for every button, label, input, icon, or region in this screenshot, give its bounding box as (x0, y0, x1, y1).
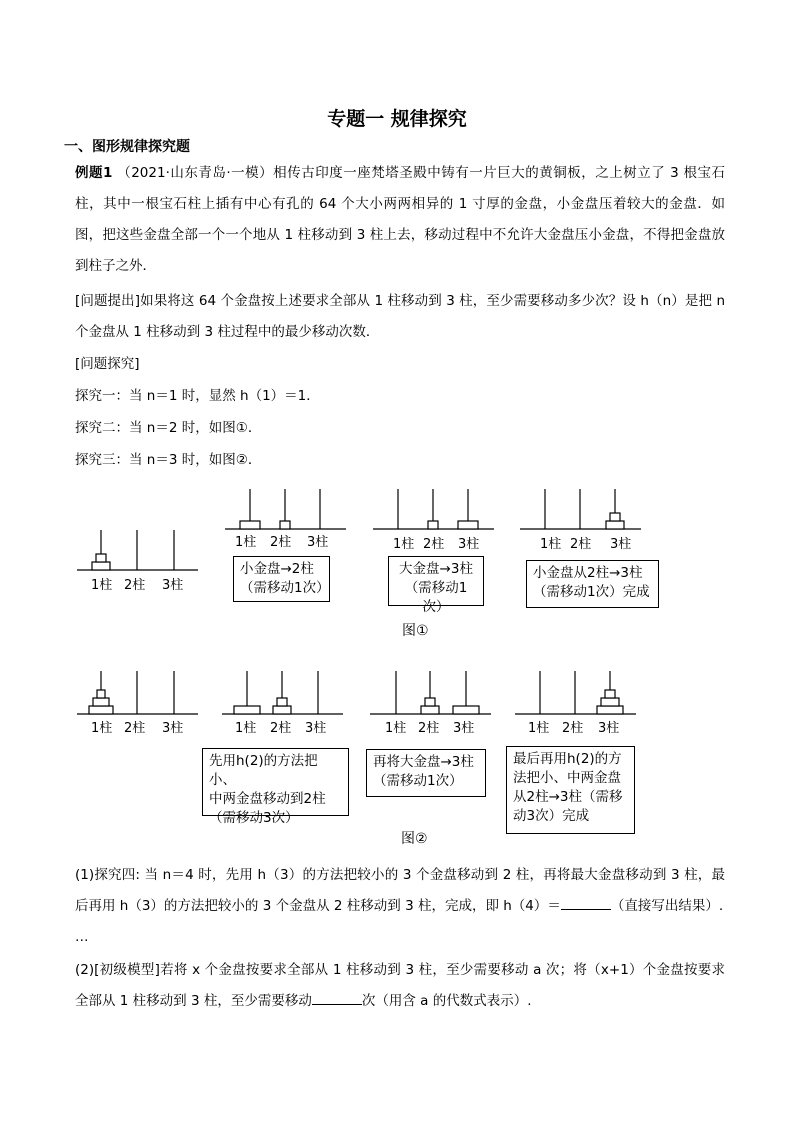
disk-large (453, 706, 479, 714)
pillar-label: 3柱 (598, 721, 620, 736)
pillar-label: 2柱 (124, 721, 146, 736)
explore-three: 探究三：当 n＝3 时，如图②． (75, 452, 262, 468)
question-2-tail: 次（用含 a 的代数式表示）. (361, 993, 532, 1009)
question-1-text: (1)探究四: 当 n＝4 时，先用 h（3）的方法把较小的 3 个金盘移动到 2 柱，再将最大金盘移动到 3 柱，最后再用 h（3）的方法把较小的 3 个金盘从 2 柱移动到 3 柱，完成，即 h（4）＝ (75, 867, 725, 914)
section-heading: 一、图形规律探究题 (64, 139, 190, 155)
pillar-label: 1柱 (528, 721, 550, 736)
disk-medium (93, 698, 109, 706)
pillar-label: 1柱 (91, 578, 113, 593)
pillar-label: 1柱 (540, 537, 562, 552)
step-box: 小金盘→2柱 （需移动1次） (233, 556, 330, 602)
page-title: 专题一 规律探究 (327, 108, 467, 130)
explore-one: 探究一：当 n＝1 时，显然 h（1）＝1． (75, 388, 320, 404)
question-intro: [问题提出]如果将这 64 个金盘按上述要求全部从 1 柱移动到 3 柱，至少需要移动多少次？设 h（n）是把 n 个金盘从 1 柱移动到 3 柱过程中的最少移动次数． (75, 293, 725, 340)
disk-small (277, 698, 287, 706)
pillar-label: 3柱 (307, 535, 329, 550)
disk-large (234, 706, 260, 714)
pillar-label: 3柱 (458, 537, 480, 552)
pillar-label: 1柱 (235, 535, 257, 550)
question-1 (75, 860, 725, 922)
pillar-label: 1柱 (393, 537, 415, 552)
pillar-label: 3柱 (162, 721, 184, 736)
pillar-label: 2柱 (418, 721, 440, 736)
pillar-label: 1柱 (385, 721, 407, 736)
disk-small (610, 513, 620, 521)
step-box: 先用h(2)的方法把小、 中两金盘移动到2柱 （需移动3次） (202, 748, 349, 816)
step-box: 大金盘→3柱 （需移动1次） (388, 556, 484, 606)
step-box: 最后再用h(2)的方 法把小、中两金盘 从2柱→3柱（需移 动3次）完成 (506, 746, 635, 834)
pillar-label: 1柱 (235, 721, 257, 736)
disk-small (428, 521, 438, 529)
disk-medium (273, 706, 291, 714)
pillar-label: 2柱 (423, 537, 445, 552)
pillar-label: 2柱 (270, 721, 292, 736)
disk-small (280, 521, 290, 529)
question-2 (75, 955, 725, 1017)
example-text: （2021·山东青岛·一模）相传古印度一座梵塔圣殿中铸有一片巨大的黄铜板，之上树立了 3 根宝石柱，其中一根宝石柱上插有中心有孔的 64 个大小两两相异的 1 寸厚的金盘，小金盘压着较大的金盘．如图，把这些金盘全部一个一个地从 1 柱移动到 3 柱上去，移动过程中不允许大金盘压小金盘，不得把金盘放到柱子之外． (75, 165, 725, 274)
disk-medium (601, 698, 619, 706)
disk-large (458, 521, 478, 529)
disk-large (89, 706, 113, 714)
disk-large (92, 562, 110, 570)
pillar-label: 2柱 (570, 537, 592, 552)
pillar-label: 1柱 (91, 721, 113, 736)
pillar-label: 2柱 (124, 578, 146, 593)
example-tag: 例题1 (75, 165, 113, 181)
pillar-label: 3柱 (453, 721, 475, 736)
question-2-text: (2)[初级模型]若将 x 个金盘按要求全部从 1 柱移动到 3 柱，至少需要移动 a 次；将（x+1）个金盘按要求全部从 1 柱移动到 3 柱，至少需要移动 (75, 962, 725, 1009)
disk-large (597, 706, 623, 714)
disk-large (606, 521, 624, 529)
explore-two: 探究二：当 n＝2 时，如图①． (75, 420, 262, 436)
pillar-label: 2柱 (270, 535, 292, 550)
disk-small (605, 690, 615, 698)
question-explore-heading: [问题探究] (75, 356, 140, 372)
disk-small (425, 698, 435, 706)
disk-small (96, 554, 106, 562)
figure-caption: 图② (401, 831, 428, 847)
figure-caption: 图① (402, 623, 429, 639)
disk-large (240, 521, 260, 529)
pillar-label: 2柱 (562, 721, 584, 736)
step-box: 小金盘从2柱→3柱 （需移动1次）完成 (526, 560, 659, 608)
disk-small (97, 690, 105, 698)
pillar-label: 3柱 (610, 537, 632, 552)
pillar-label: 3柱 (162, 578, 184, 593)
question-1-tail: （直接写出结果）. (610, 898, 724, 914)
ellipsis: … (75, 929, 89, 945)
answer-blank[interactable] (561, 895, 611, 910)
step-box: 再将大金盘→3柱 （需移动1次） (366, 749, 486, 797)
disk-medium (421, 706, 439, 714)
pillar-label: 3柱 (305, 721, 327, 736)
answer-blank[interactable] (312, 990, 362, 1005)
